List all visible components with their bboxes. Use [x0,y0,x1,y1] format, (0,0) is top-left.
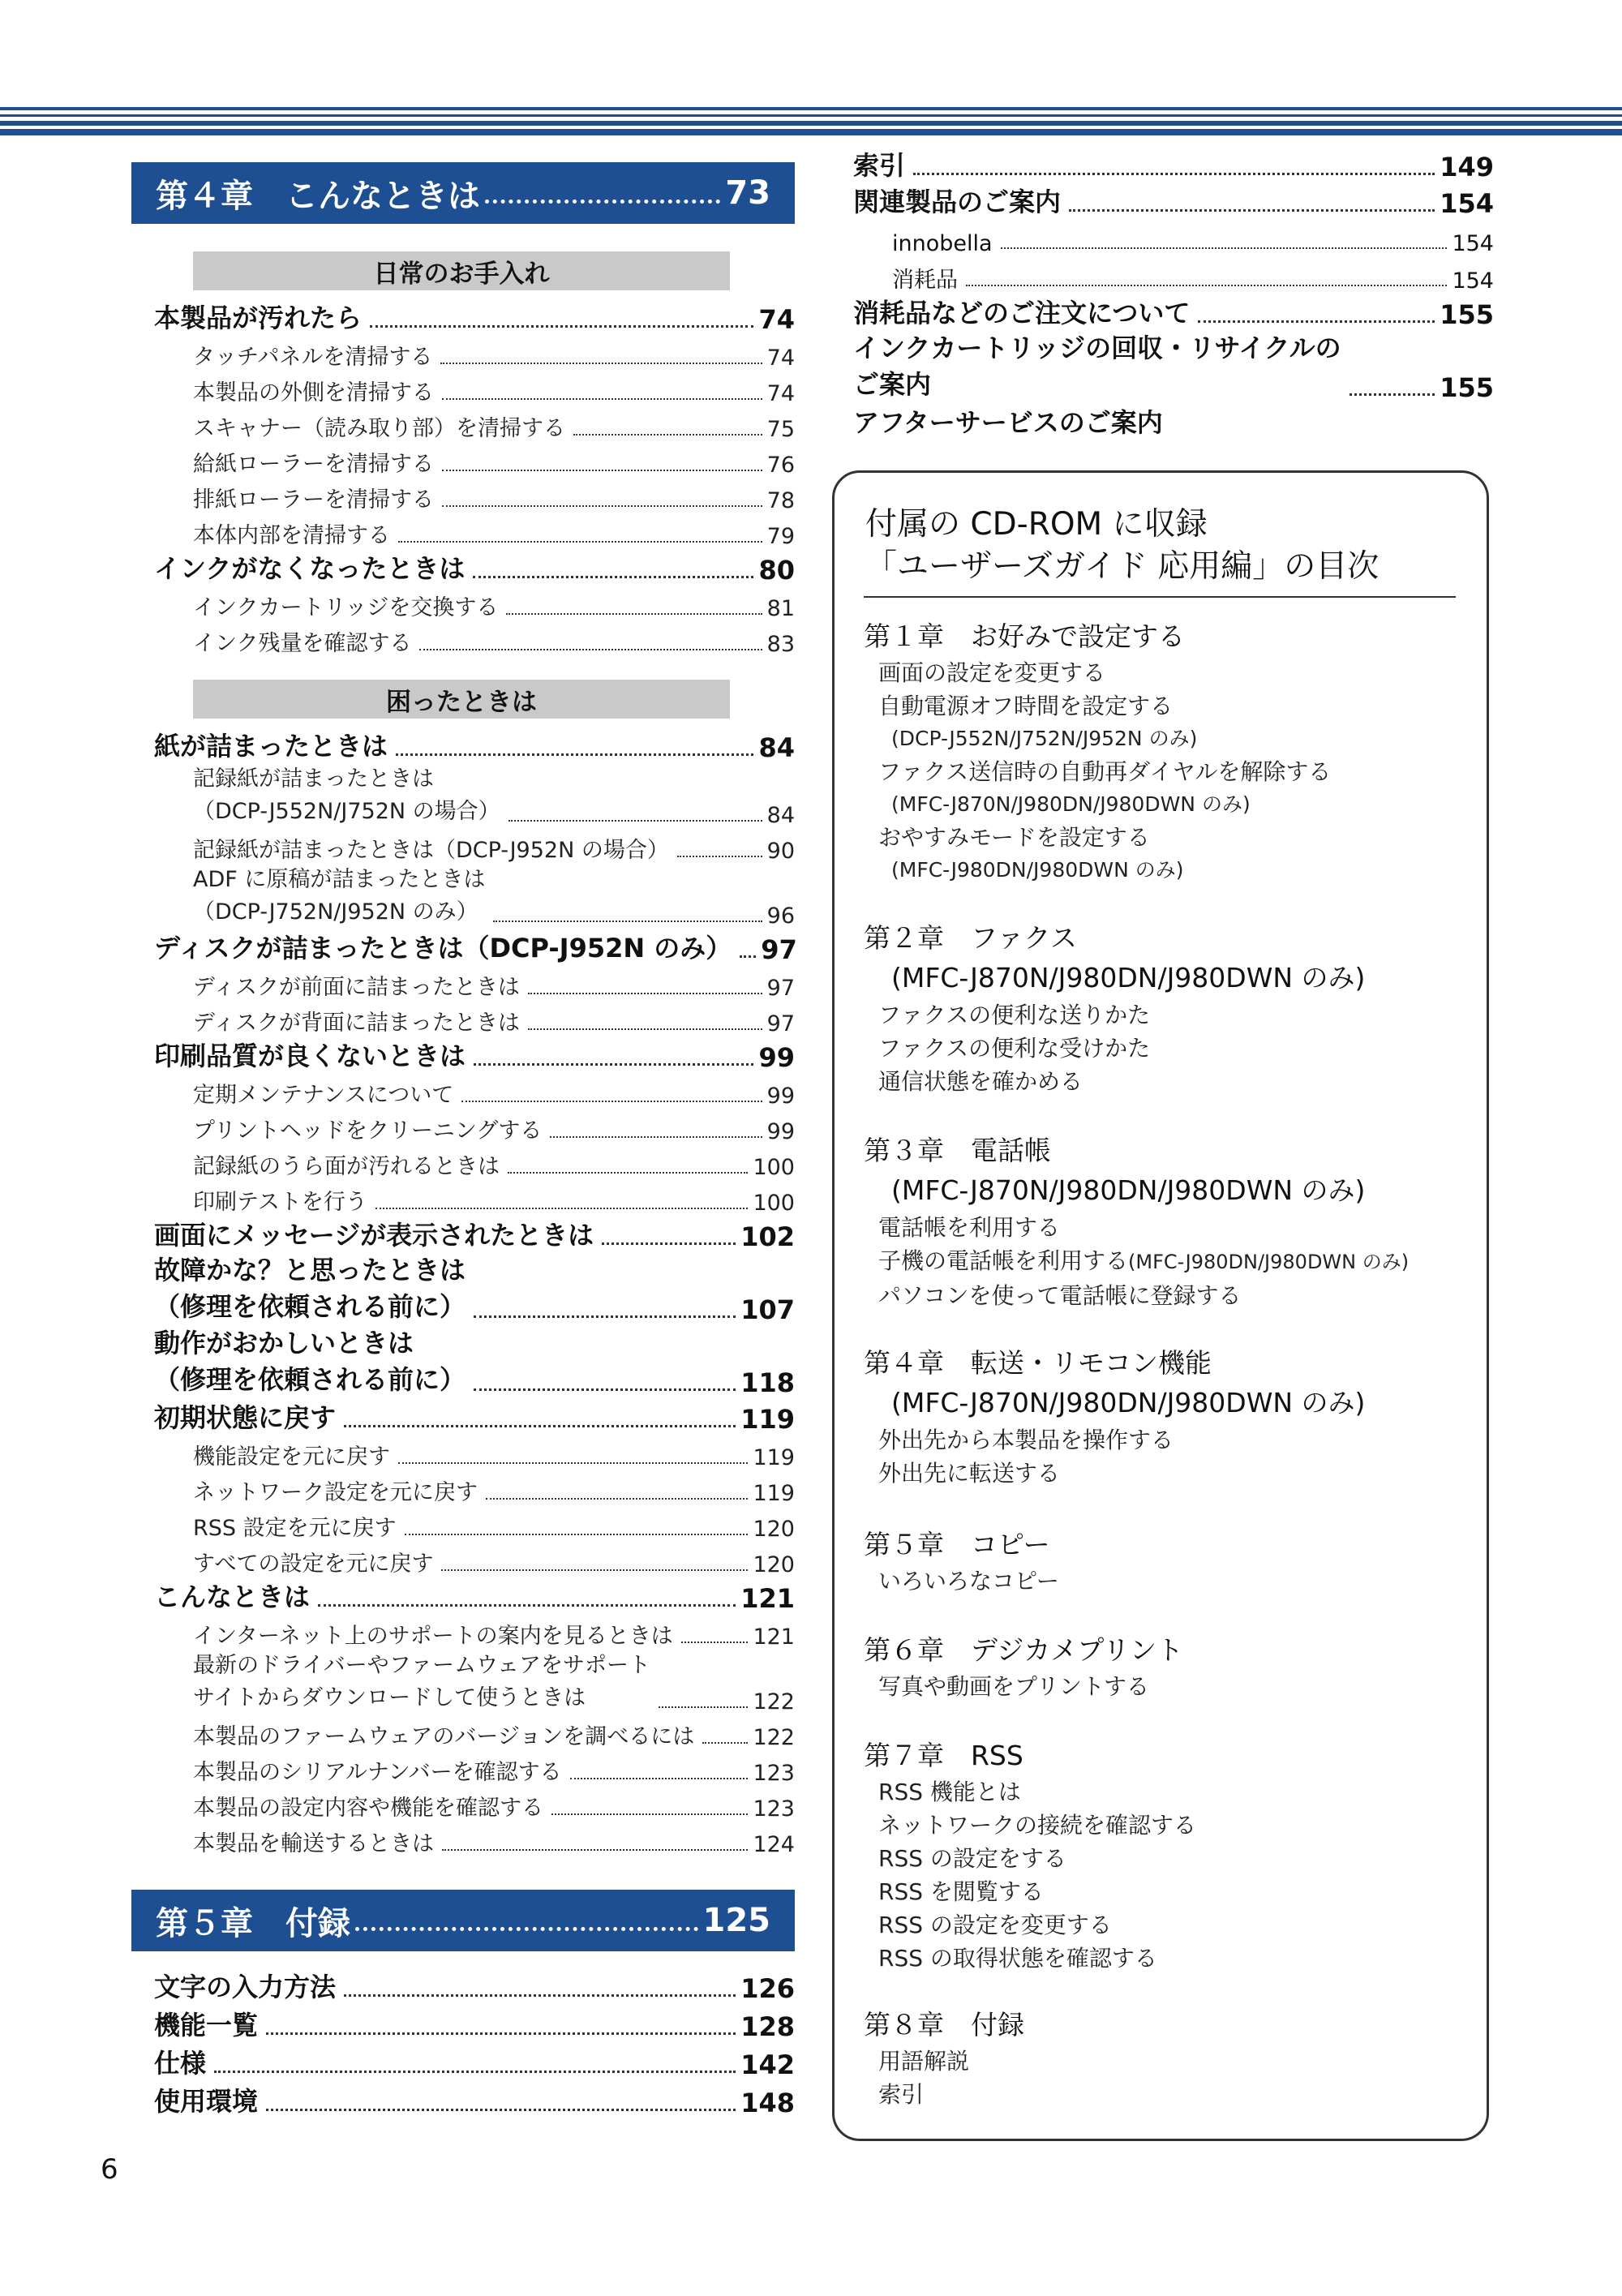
leader-dots [1350,393,1435,396]
leader-dots [659,1706,748,1708]
toc-entry[interactable] [193,1714,795,1750]
toc-entry[interactable] [154,1036,795,1073]
toc-entry[interactable] [154,1252,795,1325]
guide-chapter-title: 第７章 RSS [864,1740,1023,1771]
toc-entry-label: 索引 [853,150,906,181]
toc-entry-label: プリントヘッドをクリーニングする [193,1118,543,1144]
leader-dots [318,1604,736,1607]
chapter-title: 第４章 こんなときは [156,177,480,215]
toc-entry-label-line: 記録紙が詰まったときは [193,766,434,792]
guide-item: RSS 機能とは [878,1779,1021,1805]
leader-dots [681,1642,749,1643]
guide-item: 写真や動画をプリントする [878,1673,1150,1700]
leader-dots [702,1742,748,1744]
toc-entry-page: 100 [753,1155,795,1180]
guide-title [865,504,1379,588]
guide-chapter-7 [864,1736,1464,1975]
toc-entry-label: 文字の入力方法 [154,1972,337,2002]
guide-item: パソコンを使って電話帳に登録する [878,1282,1242,1309]
toc-entry-page: 102 [740,1221,795,1252]
guide-item [864,1244,1464,1279]
leader-dots [398,1462,748,1464]
leader-dots [485,200,720,204]
toc-entry-label: ネットワーク設定を元に戻す [193,1480,478,1505]
leader-dots [473,576,753,578]
guide-item: 索引 [878,2081,925,2108]
toc-entry-label-line: （修理を依頼される前に） [154,1291,466,1322]
toc-entry-label [154,1252,466,1325]
leader-dots [355,1927,698,1931]
leader-dots [441,1569,748,1571]
toc-entry-page: 97 [766,976,795,1001]
toc-entry-page: 121 [740,1583,795,1614]
toc-entry-label-line: （修理を依頼される前に） [154,1364,466,1395]
toc-entry-page: 128 [740,2011,795,2042]
guide-chapter-title: 第５章 コピー [864,1529,1050,1560]
toc-entry-label-line: 最新のドライバーやファームウェアをサポート [193,1653,651,1678]
section-entries [130,298,795,657]
leader-dots [573,434,762,436]
guide-item: ファクスの便利な受けかた [878,1035,1151,1062]
toc-entry[interactable] [154,1325,795,1398]
guide-chapter-1 [864,617,1464,886]
guide-item: RSS の設定を変更する [878,1912,1112,1938]
toc-entry[interactable] [193,1470,795,1506]
toc-entry-label: 使用環境 [154,2086,259,2117]
toc-entry-page: 99 [766,1119,795,1144]
toc-entry-page: 126 [740,1973,795,2004]
guide-chapter-title: 第４章 転送・リモコン機能 [864,1347,1212,1379]
toc-entry-page: 119 [753,1445,795,1470]
leader-dots [474,1063,753,1066]
toc-entry-page: 118 [740,1367,795,1398]
guide-chapter-subtitle: (MFC-J870N/J980DN/J980DWN のみ) [891,1387,1366,1418]
toc-entry[interactable] [154,2004,795,2042]
leader-dots [266,2032,736,2035]
toc-entry-label: ディスクが背面に詰まったときは [193,1011,520,1036]
leader-dots [506,613,762,615]
toc-entry-label: 本製品が汚れたら [154,303,363,333]
toc-entry-label: 記録紙が詰まったときは（DCP-J952N の場合） [193,838,669,863]
leader-dots [344,1994,736,1997]
chapter-title: 第５章 付録 [156,1904,350,1942]
toc-entry-label [193,763,500,828]
leader-dots [266,2109,736,2111]
toc-entry[interactable] [154,1216,795,1252]
leader-dots [214,2071,736,2073]
toc-entry-label: こんなときは [154,1581,311,1612]
guide-chapter-5 [864,1526,1464,1598]
leader-dots [1069,209,1435,212]
toc-entry-label: 消耗品 [892,268,958,293]
toc-entry[interactable] [853,146,1494,182]
toc-entry-page: 142 [740,2049,795,2080]
toc-entry[interactable] [193,1786,795,1822]
leader-dots [528,1028,762,1030]
toc-entry-label: 本製品の設定内容や機能を確認する [193,1796,543,1821]
toc-entry[interactable] [193,478,795,513]
section-entries [130,727,795,1857]
toc-entry-label: 本製品のシリアルナンバーを確認する [193,1760,562,1785]
leader-dots [602,1242,736,1245]
leader-dots [528,993,762,994]
guide-chapter-title: 第８章 付録 [864,2009,1024,2041]
toc-entry[interactable] [193,335,795,371]
toc-entry-page: 154 [1452,231,1494,256]
toc-entry-label: 定期メンテナンスについて [193,1083,454,1108]
toc-entry-page: 120 [753,1517,795,1542]
toc-entry-label: 消耗品などのご注文について [853,298,1191,328]
toc-entry-label-line: （DCP-J752N/J952N のみ） [193,899,478,925]
toc-entry[interactable] [154,1577,795,1614]
toc-entry[interactable] [193,763,795,828]
guide-item-note: (MFC-J980DN/J980DWN のみ) [1128,1251,1410,1273]
toc-entry-label: ディスクが詰まったときは（DCP-J952N のみ） [154,933,732,963]
toc-entry-label: 印刷テストを行う [193,1190,367,1215]
guide-item: ファクス送信時の自動再ダイヤルを解除する [878,758,1332,785]
toc-entry-label-line: ご案内 [853,369,932,400]
toc-entry-label [154,1325,466,1398]
toc-entry-page: 124 [753,1832,795,1857]
toc-entry-page: 119 [753,1481,795,1506]
toc-entry-page: 84 [766,803,795,828]
chapter-page: 73 [725,174,770,212]
guide-item-note: (DCP-J552N/J752N/J952N のみ) [891,727,1198,750]
leader-dots [913,173,1435,175]
toc-entry-page: 97 [766,1011,795,1036]
toc-entry-page: 123 [753,1796,795,1822]
toc-entry-page: 120 [753,1552,795,1577]
toc-entry-page: 107 [740,1294,795,1325]
leader-dots [398,541,762,543]
toc-entry[interactable] [853,294,1494,330]
guide-title-line: 付属の CD-ROM に収録 [865,506,1208,543]
guide-chapter-title: 第６章 デジカメプリント [864,1634,1184,1666]
toc-left-column [130,162,795,2118]
toc-entry-page: 84 [758,732,795,763]
toc-entry-label: 関連製品のご案内 [853,187,1062,217]
guide-item: 用語解説 [878,2048,970,2075]
toc-entry-page: 155 [1440,299,1494,330]
guide-chapter-3 [864,1131,1464,1312]
toc-entry-page: 99 [758,1042,795,1073]
guide-item: ファクスの便利な送りかた [878,1002,1151,1028]
guide-item: 電話帳を利用する [878,1214,1061,1241]
guide-item: RSS の設定をする [878,1845,1066,1872]
toc-entry-label: インクカートリッジを交換する [193,595,499,620]
toc-entry[interactable] [193,1180,795,1216]
toc-entry[interactable] [193,586,795,621]
toc-entry-label-line: ADF に原稿が詰まったときは [193,867,486,892]
guide-item-note: (MFC-J870N/J980DN/J980DWN のみ) [891,792,1251,816]
leader-dots [550,1136,762,1138]
toc-entry-page: 99 [766,1084,795,1109]
toc-entry-page: 121 [753,1624,795,1650]
toc-entry[interactable] [892,256,1494,294]
section-heading: 困ったときは [193,680,730,719]
guide-item: 外出先に転送する [878,1460,1061,1487]
leader-dots [442,470,762,471]
toc-entry-page: 79 [766,524,795,549]
guide-item: 通信状態を確かめる [878,1068,1083,1095]
toc-entry-label-line: インクカートリッジの回収・リサイクルの [853,333,1341,363]
guide-chapter-title: 第３章 電話帳 [864,1135,1051,1166]
guide-chapter-6 [864,1631,1464,1703]
toc-entry-label: 紙が詰まったときは [154,731,388,762]
toc-entry-page: 149 [1440,152,1494,182]
toc-entry-page: 155 [1440,372,1494,403]
toc-entry[interactable] [193,1614,795,1650]
toc-entry[interactable] [193,965,795,1001]
toc-entry[interactable] [853,403,1494,440]
leader-dots [508,1172,748,1174]
toc-entry-page: 119 [740,1404,795,1435]
toc-entry-label: innobella [892,231,993,256]
toc-entry-label [193,864,485,929]
toc-entry-label: ディスクが前面に詰まったときは [193,975,520,1000]
guide-chapter-subtitle: (MFC-J870N/J980DN/J980DWN のみ) [891,962,1366,994]
toc-entry[interactable] [154,1398,795,1435]
toc-entry[interactable] [853,182,1494,219]
leader-dots [474,1315,736,1318]
toc-right-column [853,146,1494,440]
toc-entry-label: インターネット上のサポートの案内を見るときは [193,1624,673,1649]
leader-dots [493,921,762,922]
toc-entry[interactable] [154,929,795,965]
toc-entry-label-line: サイトからダウンロードして使うときは [193,1685,586,1710]
toc-entry[interactable] [154,298,795,335]
toc-entry-label: 給紙ローラーを清掃する [193,452,434,477]
toc-entry-page: 122 [753,1689,795,1714]
toc-entry-label [853,330,1341,403]
guide-title-line: 「ユーザーズガイド 応用編」の目次 [865,548,1380,585]
guide-item: RSS を閲覧する [878,1878,1044,1905]
toc-entry[interactable] [193,1542,795,1577]
toc-entry[interactable] [154,549,795,586]
appendix-entries [853,146,1494,440]
leader-dots [370,325,753,328]
guide-chapter-4 [864,1344,1464,1490]
toc-entry-page: 123 [753,1761,795,1786]
guide-item: 外出先から本製品を操作する [878,1427,1174,1453]
guide-chapter-title: 第１章 お好みで設定する [864,620,1185,652]
leader-dots [419,649,762,650]
toc-entry-label: スキャナー（読み取り部）を清掃する [193,416,565,441]
toc-entry[interactable] [193,864,795,929]
toc-entry-label: 本製品を輸送するときは [193,1831,434,1856]
toc-entry[interactable] [154,1966,795,2004]
leader-dots [461,1101,762,1102]
chapter-4-bar[interactable] [131,162,795,224]
chapter-page: 125 [702,1902,770,1939]
toc-entry[interactable] [193,1750,795,1786]
leader-dots [375,1208,749,1209]
toc-entry-label: 記録紙のうら面が汚れるときは [193,1154,500,1179]
leader-dots [570,1778,749,1779]
toc-entry-page: 74 [758,304,795,335]
toc-entry-page: 83 [766,632,795,657]
toc-entry[interactable] [193,1109,795,1144]
leader-dots [740,955,756,958]
toc-entry-page: 78 [766,488,795,513]
leader-dots [486,1498,748,1500]
toc-entry-page: 76 [766,453,795,478]
toc-entry-label: RSS 設定を元に戻す [193,1516,397,1541]
toc-entry-page: 122 [753,1725,795,1750]
toc-entry-label: 機能設定を元に戻す [193,1444,390,1470]
toc-entry[interactable] [193,371,795,406]
leader-dots [442,398,762,400]
toc-entry[interactable] [193,1822,795,1857]
toc-entry-page: 74 [766,345,795,371]
toc-entry-label: 印刷品質が良くないときは [154,1041,466,1071]
toc-entry-page: 74 [766,381,795,406]
toc-entry-page: 96 [766,903,795,929]
toc-entry-label-line: 故障かな？と思ったときは [154,1255,466,1285]
leader-dots [677,856,762,857]
guide-item: おやすみモードを設定する [878,824,1150,851]
chapter-5-bar[interactable] [131,1890,795,1951]
user-guide-contents-box [832,470,1489,2141]
toc-entry[interactable] [154,2080,795,2118]
toc-entry[interactable] [193,1001,795,1036]
toc-entry[interactable] [193,1435,795,1470]
toc-entry-label-line: 動作がおかしいときは [154,1328,414,1358]
guide-chapter-title: 第２章 ファクス [864,922,1078,954]
guide-chapter-8 [864,2006,1464,2111]
toc-entry-page: 75 [766,417,795,442]
toc-entry-label: 初期状態に戻す [154,1402,337,1433]
toc-entry-label: アフターサービスのご案内 [853,407,1163,438]
guide-item: 画面の設定を変更する [878,659,1106,686]
toc-entry[interactable] [193,621,795,657]
leader-dots [1001,247,1448,249]
leader-dots [442,1849,748,1851]
divider [864,596,1456,598]
guide-item: いろいろなコピー [878,1568,1059,1594]
leader-dots [440,363,762,364]
leader-dots [966,285,1447,286]
toc-entry-label: タッチパネルを清掃する [193,345,433,370]
guide-chapter-2 [864,919,1464,1098]
guide-item-text: 子機の電話帳を利用する [878,1247,1129,1274]
guide-item-note: (MFC-J980DN/J980DWN のみ) [891,858,1184,882]
guide-item: RSS の取得状態を確認する [878,1945,1157,1972]
toc-entry[interactable] [193,513,795,549]
toc-entry-page: 148 [740,2088,795,2118]
toc-entry-label: 本製品の外側を清掃する [193,380,434,406]
toc-entry-label: 機能一覧 [154,2010,259,2041]
header-rule [0,107,1622,135]
leader-dots [405,1534,749,1535]
leader-dots [508,820,762,822]
toc-entry-page: 100 [753,1191,795,1216]
section-heading: 日常のお手入れ [193,251,730,290]
chapter-5-entries [130,1966,795,2118]
toc-entry-label: インクがなくなったときは [154,553,466,584]
toc-entry-label-line: （DCP-J552N/J752N の場合） [193,799,500,824]
leader-dots [1198,320,1435,323]
toc-entry-label [193,1650,650,1714]
toc-entry-page: 81 [766,596,795,621]
toc-entry[interactable] [154,727,795,763]
leader-dots [442,505,762,507]
toc-entry[interactable] [193,406,795,442]
toc-entry-label: 排紙ローラーを清掃する [193,487,434,513]
guide-item: ネットワークの接続を確認する [878,1812,1197,1839]
leader-dots [344,1425,736,1427]
guide-chapter-subtitle: (MFC-J870N/J980DN/J980DWN のみ) [891,1174,1366,1206]
toc-entry-label: 本体内部を清掃する [193,523,390,548]
toc-entry-page: 154 [1452,268,1494,294]
toc-entry-page: 90 [766,839,795,864]
toc-entry[interactable] [193,1073,795,1109]
toc-entry-page: 80 [758,555,795,586]
guide-item: 自動電源オフ時間を設定する [878,693,1174,719]
leader-dots [551,1813,748,1815]
toc-entry[interactable] [193,1144,795,1180]
toc-entry-label: 本製品のファームウェアのバージョンを調べるには [193,1724,695,1749]
leader-dots [474,1388,736,1391]
toc-entry-label: 仕様 [154,2048,207,2079]
toc-entry-label: 画面にメッセージが表示されたときは [154,1220,594,1251]
toc-entry[interactable] [892,219,1494,256]
toc-entry[interactable] [193,442,795,478]
toc-entry[interactable] [193,1650,795,1714]
toc-entry[interactable] [193,828,795,864]
toc-entry-label: すべての設定を元に戻す [193,1551,434,1577]
page-number: 6 [101,2153,118,2186]
toc-entry-page: 154 [1440,188,1494,219]
leader-dots [396,753,753,756]
toc-entry[interactable] [853,330,1494,403]
toc-entry[interactable] [154,2042,795,2080]
toc-entry-page: 97 [761,934,797,965]
toc-entry-label: インク残量を確認する [193,631,412,656]
toc-entry[interactable] [193,1506,795,1542]
